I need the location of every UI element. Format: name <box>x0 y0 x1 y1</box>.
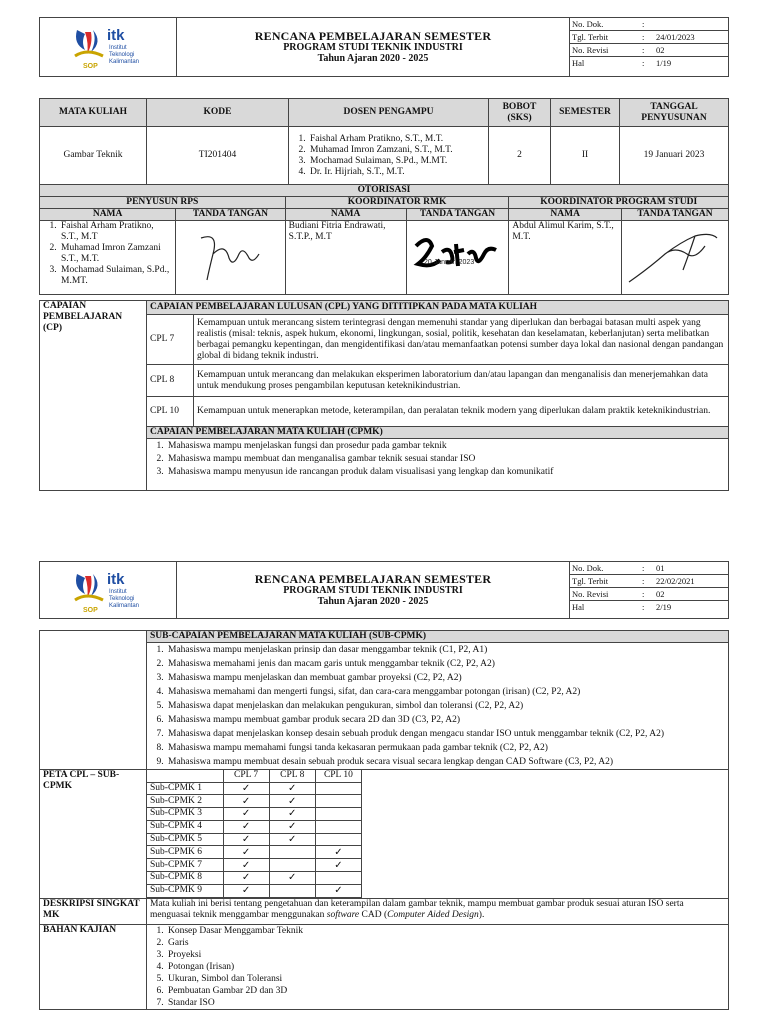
title-cell <box>177 562 570 619</box>
meta-table: No. Dok. : Tgl. Terbit : 24/01/2023 No. Revisi : 02 Hal : 1/19 <box>570 18 728 69</box>
check-icon: ✓ <box>315 884 361 897</box>
col-header: BOBOT (SKS) <box>489 99 551 127</box>
list-item: 3. Proyeksi <box>166 949 725 961</box>
peta-col: CPL 10 <box>315 770 361 782</box>
sub-heading: NAMA <box>285 209 406 221</box>
course-code: TI201404 <box>147 127 289 185</box>
list-item: 3. Mahasiswa mampu menjelaskan dan membuat gambar proyeksi (C2, P2, A2) <box>166 671 725 685</box>
koord-prodi-name: Abdul Alimul Karim, S.T., M.T. <box>509 221 622 295</box>
list-item: 7. Mahasiswa dapat menjelaskan konsep desain sebuah produk dengan mengacu standar ISO untuk menggambar teknik (C2, P2, A2) <box>166 727 725 741</box>
empty-cell <box>269 846 315 859</box>
col-header: DOSEN PENGAMPU <box>289 99 489 127</box>
col-header: KODE <box>147 99 289 127</box>
empty-cell <box>315 833 361 846</box>
meta-value: 02 <box>654 588 728 601</box>
list-item: 6. Mahasiswa mampu membuat gambar produk secara 2D dan 3D (C3, P2, A2) <box>166 713 725 727</box>
empty-label-cell <box>40 631 147 770</box>
svg-text:Teknologi: Teknologi <box>109 52 135 58</box>
meta-table: No. Dok. : 01 Tgl. Terbit : 22/02/2021 No. Revisi : 02 Hal : 2/19 <box>570 562 728 613</box>
empty-cell <box>315 808 361 821</box>
list-item: 3. Mochamad Sulaiman, S.Pd., M.MT. <box>308 156 485 167</box>
check-icon: ✓ <box>269 795 315 808</box>
peta-row-label: Sub-CPMK 1 <box>147 782 223 795</box>
cp-label: CAPAIAN PEMBELAJARAN (CP) <box>40 301 147 491</box>
svg-text:Teknologi: Teknologi <box>109 596 135 602</box>
subcpmk-heading: SUB-CAPAIAN PEMBELAJARAN MATA KULIAH (SUB-CPMK) <box>147 631 729 643</box>
course-name: Gambar Teknik <box>40 127 147 185</box>
svg-text:SOP: SOP <box>83 607 98 614</box>
meta-value: 2/19 <box>655 601 672 612</box>
table-row <box>147 808 362 821</box>
course-date: 19 Januari 2023 <box>620 127 729 185</box>
meta-value: 1/19 <box>655 57 672 68</box>
meta-label: Tgl. Terbit <box>570 31 640 44</box>
cpl-code: CPL 8 <box>147 365 194 397</box>
list-item: 4. Potongan (Irisan) <box>166 961 725 973</box>
peta-corner <box>147 770 223 782</box>
check-icon: ✓ <box>315 846 361 859</box>
svg-text:itk: itk <box>107 27 125 44</box>
text-run: ). <box>478 909 485 920</box>
svg-text:Kalimantan: Kalimantan <box>109 603 140 609</box>
peta-row-label: Sub-CPMK 8 <box>147 872 223 885</box>
signature-prodi <box>622 221 729 295</box>
bahan-label: BAHAN KAJIAN <box>40 924 147 1009</box>
check-icon: ✓ <box>269 872 315 885</box>
meta-label: Tgl. Terbit <box>570 575 640 588</box>
meta-label: Hal <box>572 57 585 68</box>
otorisasi-table <box>39 184 729 295</box>
svg-text:SOP: SOP <box>83 63 98 70</box>
list-item: 2. Mahasiswa mampu membuat dan menganalisa gambar teknik sesuai standar ISO <box>166 454 725 465</box>
otorisasi-heading: OTORISASI <box>40 185 729 197</box>
cpmk-heading: CAPAIAN PEMBELAJARAN MATA KULIAH (CPMK) <box>147 427 729 439</box>
peta-row-label: Sub-CPMK 5 <box>147 833 223 846</box>
rps-table-2 <box>39 630 729 1010</box>
doc-title: RENCANA PEMBELAJARAN SEMESTER <box>254 571 492 586</box>
check-icon: ✓ <box>223 846 269 859</box>
empty-cell <box>315 872 361 885</box>
cpl-text: Kemampuan untuk menerapkan metode, keterampilan, dan peralatan teknik modern yang diperlukan dalam praktik keteknikindustrian. <box>194 397 729 427</box>
meta-cell <box>570 18 729 77</box>
meta-label: No. Revisi <box>570 44 640 57</box>
list-item: 7. Standar ISO <box>166 997 725 1009</box>
check-icon: ✓ <box>223 859 269 872</box>
deskripsi-label: DESKRIPSI SINGKAT MK <box>40 898 147 924</box>
table-row <box>147 884 362 897</box>
peta-col: CPL 7 <box>223 770 269 782</box>
sub-heading: NAMA <box>509 209 622 221</box>
sub-heading: TANDA TANGAN <box>622 209 729 221</box>
rps-table-1 <box>39 98 729 185</box>
list-item: 1. Konsep Dasar Menggambar Teknik <box>166 925 725 937</box>
list-item: 3. Mochamad Sulaiman, S.Pd., M.MT. <box>59 265 172 287</box>
meta-label: No. Revisi <box>570 588 640 601</box>
meta-value: 02 <box>654 44 728 57</box>
koord-rmk-name: Budiani Fitria Endrawati, S.T.P., M.T <box>285 221 406 295</box>
role-heading: PENYUSUN RPS <box>40 197 286 209</box>
table-row <box>147 846 362 859</box>
cp-table <box>39 300 729 491</box>
table-row <box>147 872 362 885</box>
col-header: MATA KULIAH <box>40 99 147 127</box>
peta-col: CPL 8 <box>269 770 315 782</box>
cpl-code: CPL 10 <box>147 397 194 427</box>
course-header-row <box>40 99 729 127</box>
peta-row-label: Sub-CPMK 9 <box>147 884 223 897</box>
list-item: 1. Faishal Arham Pratikno, S.T., M.T <box>59 221 172 243</box>
list-item: 8. Mahasiswa mampu memahami fungsi tanda kekasaran permukaan pada gambar teknik (C2, P2, A2) <box>166 741 725 755</box>
svg-text:20 Januari 2023: 20 Januari 2023 <box>423 258 474 266</box>
check-icon: ✓ <box>223 833 269 846</box>
list-item: 5. Mahasiswa dapat menjelaskan dan melakukan pengukuran, simbol dan toleransi (C2, P2, A2) <box>166 699 725 713</box>
check-icon: ✓ <box>223 808 269 821</box>
svg-text:itk: itk <box>107 571 125 588</box>
list-item: 9. Mahasiswa mampu membuat desain sebuah produk secara visual secara lengkap dengan CAD Software (C3, P2, A2) <box>166 755 725 769</box>
program-title: PROGRAM STUDI TEKNIK INDUSTRI <box>283 41 463 53</box>
table-row <box>147 795 362 808</box>
course-semester: II <box>551 127 620 185</box>
sub-heading: TANDA TANGAN <box>176 209 285 221</box>
peta-table <box>147 770 362 898</box>
text-run: Computer Aided Design <box>387 909 479 920</box>
svg-text:Kalimantan: Kalimantan <box>109 59 140 65</box>
peta-row-label: Sub-CPMK 7 <box>147 859 223 872</box>
check-icon: ✓ <box>223 884 269 897</box>
check-icon: ✓ <box>223 820 269 833</box>
meta-value: 22/02/2021 <box>654 575 728 588</box>
itk-logo <box>43 562 173 618</box>
text-run: software <box>326 909 360 920</box>
check-icon: ✓ <box>223 782 269 795</box>
sub-heading: TANDA TANGAN <box>406 209 509 221</box>
course-sks: 2 <box>489 127 551 185</box>
cpl-text: Kemampuan untuk merancang sistem terintegrasi dengan memenuhi standar yang diperlukan dan berbagai batasan multi aspek yang realistis (misal: teknis, aspek hukum, ekonomi, lingkungan, sosial, politik, kesehatan dan keselamatan, keberlanjutan) serta melibatkan berbagai pemangku kepentingan, dan mengidentifikasi dan/atau memanfaatkan potensi sumber daya lokal dan nasional dengan pandangan global di bidang teknik industri. <box>194 315 729 365</box>
signature-rmk <box>406 221 509 295</box>
cpmk-list <box>147 439 729 491</box>
list-item: 4. Dr. Ir. Hijriah, S.T., M.T. <box>308 167 485 178</box>
empty-cell <box>315 820 361 833</box>
cpl-heading: CAPAIAN PEMBELAJARAN LULUSAN (CPL) YANG DITITIPKAN PADA MATA KULIAH <box>147 301 729 315</box>
list-item: 2. Garis <box>166 937 725 949</box>
empty-cell <box>315 782 361 795</box>
meta-value <box>654 18 728 31</box>
list-item: 1. Mahasiswa mampu menjelaskan prinsip dan dasar menggambar teknik (C1, P2, A1) <box>166 643 725 657</box>
list-item: 2. Mahasiswa memahami jenis dan macam garis untuk menggambar teknik (C2, P2, A2) <box>166 657 725 671</box>
table-row <box>147 833 362 846</box>
academic-year: Tahun Ajaran 2020 - 2025 <box>317 52 429 64</box>
svg-text:Institut: Institut <box>109 45 127 51</box>
check-icon: ✓ <box>269 820 315 833</box>
text-run: Mata kuliah ini berisi tentang pengetahuan dan keterampilan dalam gambar teknik, mampu membuat gambar produk sesuai aturan ISO serta menguasai teknik menggambar menggunakan <box>150 898 684 920</box>
subcpmk-list <box>147 643 729 770</box>
peta-row-label: Sub-CPMK 3 <box>147 808 223 821</box>
role-heading: KOORDINATOR PROGRAM STUDI <box>509 197 729 209</box>
list-item: 1. Faishal Arham Pratikno, S.T., M.T. <box>308 134 485 145</box>
table-row <box>147 820 362 833</box>
list-item: 2. Muhamad Imron Zamzani, S.T., M.T. <box>308 145 485 156</box>
itk-logo <box>43 18 173 76</box>
empty-cell <box>315 795 361 808</box>
peta-cell <box>147 770 729 899</box>
check-icon: ✓ <box>223 872 269 885</box>
penyusun-names <box>40 221 176 295</box>
deskripsi-text <box>147 898 729 924</box>
signature-image <box>625 224 725 288</box>
course-row <box>40 127 729 185</box>
check-icon: ✓ <box>223 795 269 808</box>
list-item: 6. Pembuatan Gambar 2D dan 3D <box>166 985 725 997</box>
check-icon: ✓ <box>269 782 315 795</box>
check-icon: ✓ <box>269 833 315 846</box>
document-header <box>39 17 729 77</box>
meta-cell <box>570 562 729 619</box>
meta-value: 24/01/2023 <box>654 31 728 44</box>
peta-row-label: Sub-CPMK 4 <box>147 820 223 833</box>
logo-cell <box>40 18 177 77</box>
col-header: TANGGAL PENYUSUNAN <box>620 99 729 127</box>
bahan-list <box>147 924 729 1009</box>
logo-cell <box>40 562 177 619</box>
peta-row-label: Sub-CPMK 2 <box>147 795 223 808</box>
col-header: SEMESTER <box>551 99 620 127</box>
list-item: 4. Mahasiswa memahami dan mengerti fungsi, sifat, dan cara-cara menggambar potongan (irisan) (C2, P2, A2) <box>166 685 725 699</box>
academic-year: Tahun Ajaran 2020 - 2025 <box>317 595 429 607</box>
peta-label: PETA CPL – SUB-CPMK <box>40 770 147 899</box>
signature-penyusun <box>176 221 285 295</box>
program-title: PROGRAM STUDI TEKNIK INDUSTRI <box>283 584 463 596</box>
doc-title: RENCANA PEMBELAJARAN SEMESTER <box>254 28 492 43</box>
meta-label: No. Dok. <box>570 18 640 31</box>
svg-text:Institut: Institut <box>109 589 127 595</box>
cpl-text: Kemampuan untuk merancang dan melakukan eksperimen laboratorium dan/atau lapangan dan menganalisis dan menerjemahkan data untuk mendukung proses pengambilan keputusan keteknikindustrian. <box>194 365 729 397</box>
cpl-code: CPL 7 <box>147 315 194 365</box>
role-heading: KOORDINATOR RMK <box>285 197 509 209</box>
signature-image <box>179 224 275 288</box>
list-item: 1. Mahasiswa mampu menjelaskan fungsi dan prosedur pada gambar teknik <box>166 441 725 452</box>
empty-cell <box>269 884 315 897</box>
peta-row-label: Sub-CPMK 6 <box>147 846 223 859</box>
list-item: 2. Muhamad Imron Zamzani S.T., M.T. <box>59 243 172 265</box>
signature-image <box>410 224 504 288</box>
check-icon: ✓ <box>315 859 361 872</box>
meta-label: No. Dok. <box>570 562 640 575</box>
meta-label: Hal <box>572 601 585 612</box>
empty-cell <box>269 859 315 872</box>
check-icon: ✓ <box>269 808 315 821</box>
sub-heading: NAMA <box>40 209 176 221</box>
list-item: 3. Mahasiswa mampu menyusun ide rancangan produk dalam visualisasi yang lengkap dan komunikatif <box>166 467 725 478</box>
lecturer-list <box>289 127 489 185</box>
meta-value: 01 <box>654 562 728 575</box>
table-row <box>147 859 362 872</box>
document-header <box>39 561 729 619</box>
text-run: CAD ( <box>359 909 388 920</box>
title-cell <box>177 18 570 77</box>
table-row <box>147 782 362 795</box>
list-item: 5. Ukuran, Simbol dan Toleransi <box>166 973 725 985</box>
